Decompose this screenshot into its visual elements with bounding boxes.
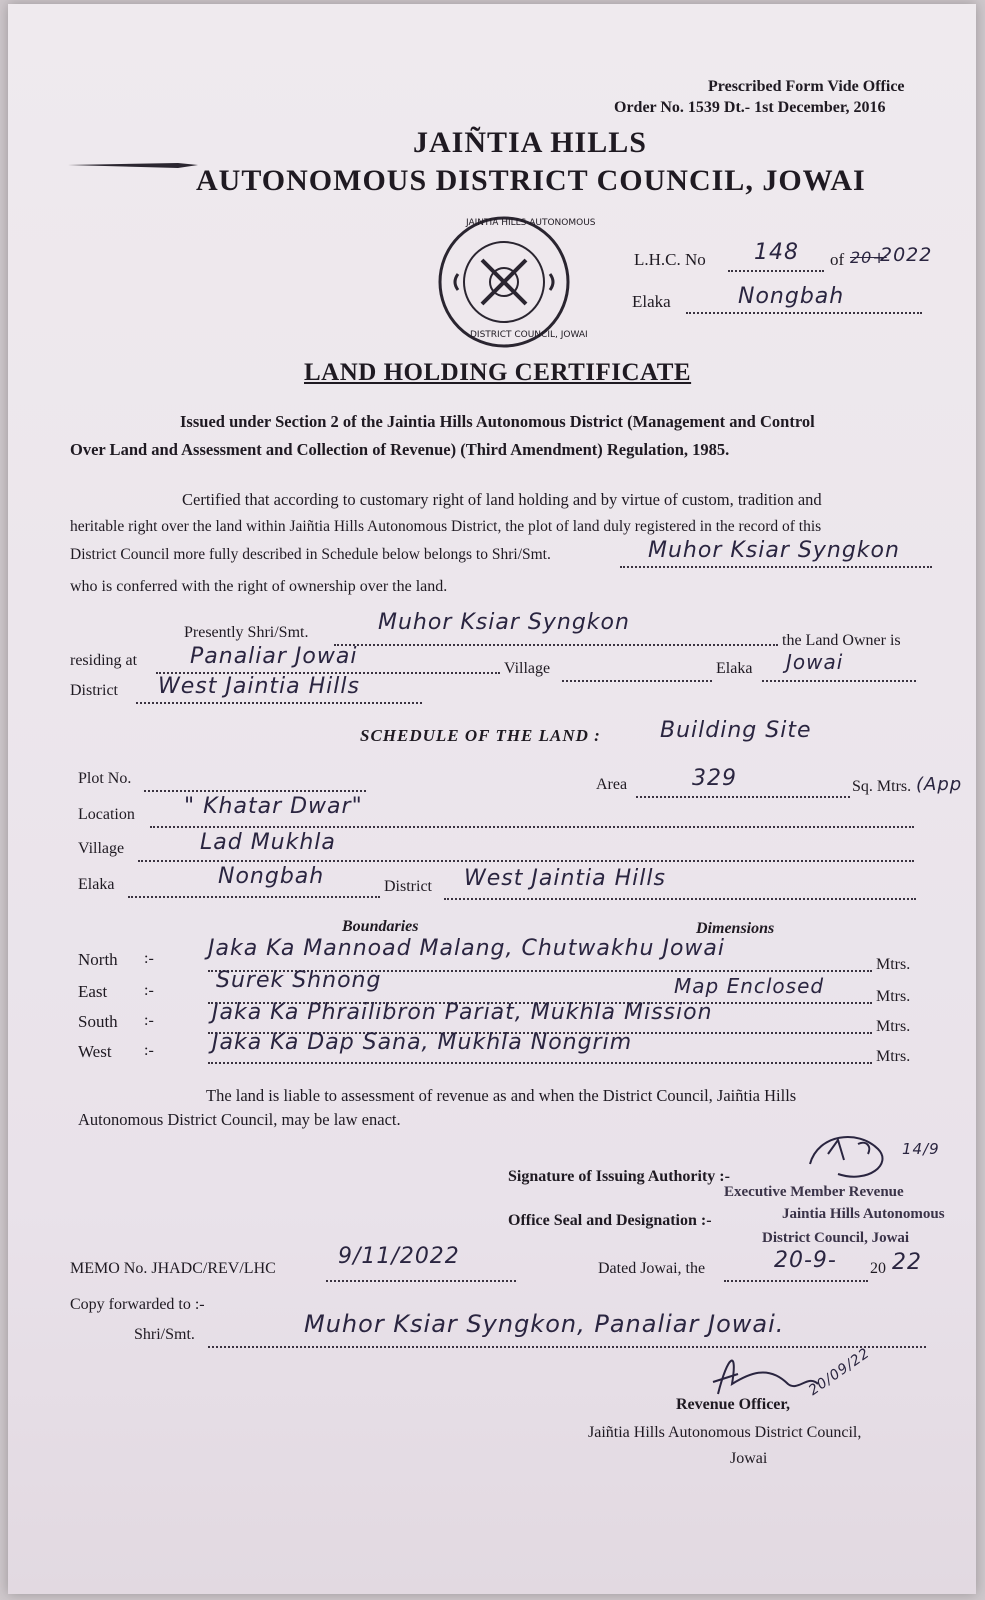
village-label-owner: Village	[504, 660, 551, 677]
seal-text-top: JAINTIA HILLS AUTONOMOUS	[466, 218, 596, 228]
org-title-line1: JAIÑTIA HILLS	[413, 126, 647, 159]
dimensions-heading: Dimensions	[696, 920, 775, 937]
prescribed-form-line: Prescribed Form Vide Office	[708, 78, 905, 95]
issued-line1: Issued under Section 2 of the Jaintia Hills Autonomous District (Management and Control	[180, 412, 815, 431]
district-label: District	[384, 878, 432, 895]
elaka-label-owner: Elaka	[716, 660, 753, 677]
org-title-line2: AUTONOMOUS DISTRICT COUNCIL, JOWAI	[196, 164, 866, 197]
presently-name-line	[334, 644, 778, 646]
boundary-unit: Mtrs.	[876, 1018, 911, 1035]
boundary-dir: South	[78, 1012, 118, 1031]
cert-line4: who is conferred with the right of ownership over the land.	[70, 578, 448, 595]
boundary-unit: Mtrs.	[876, 1048, 911, 1065]
lhc-struck-year: 20+	[850, 248, 887, 267]
plot-line	[144, 790, 366, 792]
boundary-sep: :-	[144, 1012, 154, 1029]
elaka-label: Elaka	[78, 876, 115, 893]
district-owner-line	[136, 702, 422, 704]
boundary-text: Jaka Ka Phrailibron Pariat, Mukhla Mission	[212, 1000, 713, 1025]
district-line	[444, 898, 916, 900]
boundary-dir: West	[78, 1042, 112, 1061]
elaka-value: Nongbah	[218, 864, 325, 889]
boundary-unit: Mtrs.	[876, 988, 911, 1005]
dated-value: 20-9-	[774, 1248, 837, 1273]
dated-year-suffix: 22	[892, 1250, 922, 1275]
presently-name: Muhor Ksiar Syngkon	[378, 610, 630, 635]
copy-to-label: Shri/Smt.	[134, 1326, 195, 1343]
schedule-type: Building Site	[660, 718, 812, 743]
village-value: Lad Mukhla	[200, 830, 336, 855]
boundaries-heading: Boundaries	[342, 918, 419, 935]
district-value: West Jaintia Hills	[464, 866, 666, 891]
revenue-officer-title: Revenue Officer,	[676, 1396, 791, 1413]
copy-forwarded-label: Copy forwarded to :-	[70, 1296, 205, 1313]
plot-label: Plot No.	[78, 770, 132, 787]
office-seal-label: Office Seal and Designation :-	[508, 1212, 712, 1229]
land-owner-label: the Land Owner is	[782, 632, 901, 649]
dated-year-prefix: 20	[870, 1260, 886, 1277]
location-label: Location	[78, 806, 135, 823]
seal-text-bottom: DISTRICT COUNCIL, JOWAI	[470, 330, 588, 340]
memo-label: MEMO No. JHADC/REV/LHC	[70, 1260, 276, 1277]
boundary-line	[208, 1062, 872, 1064]
boundary-sep: :-	[144, 1042, 154, 1059]
lhc-of-label: of	[830, 250, 845, 269]
lhc-number: 148	[754, 240, 799, 265]
presently-label: Presently Shri/Smt.	[184, 624, 309, 641]
lhc-number-line	[728, 270, 824, 272]
schedule-label: SCHEDULE OF THE LAND :	[360, 726, 601, 745]
village-label: Village	[78, 840, 125, 857]
area-value: 329	[692, 766, 737, 791]
lhc-elaka: Nongbah	[738, 284, 845, 309]
lhc-elaka-line	[686, 312, 922, 314]
issued-line2: Over Land and Assessment and Collection of Revenue) (Third Amendment) Regulation, 1985.	[70, 440, 730, 459]
lhc-elaka-label: Elaka	[632, 292, 671, 311]
copy-to-value: Muhor Ksiar Syngkon, Panaliar Jowai.	[304, 1310, 785, 1338]
revenue-officer-city: Jowai	[730, 1450, 768, 1467]
cert-line1: Certified that according to customary right of land holding and by virtue of custom, tradition and	[182, 490, 822, 509]
residing-label: residing at	[70, 652, 138, 669]
dated-line	[724, 1280, 868, 1282]
area-line	[636, 796, 850, 798]
liability-line2: Autonomous District Council, may be law enact.	[78, 1110, 401, 1129]
stamp-line2: Jaintia Hills Autonomous	[782, 1206, 945, 1222]
boundary-text: Jaka Ka Mannoad Malang, Chutwakhu Jowai	[208, 936, 726, 961]
issuing-authority-label: Signature of Issuing Authority :-	[508, 1168, 730, 1185]
revenue-officer-sig-date: 20/09/22	[805, 1345, 874, 1399]
liability-line1: The land is liable to assessment of revenue as and when the District Council, Jaiñtia Hills	[206, 1086, 797, 1105]
revenue-officer-signature-icon	[708, 1344, 828, 1404]
boundary-sep: :-	[144, 982, 154, 999]
memo-number-line	[326, 1280, 516, 1282]
residing-value: Panaliar Jowai	[190, 644, 358, 669]
stamp-line3: District Council, Jowai	[762, 1230, 910, 1246]
boundary-unit: Mtrs.	[876, 956, 911, 973]
stamp-line1: Executive Member Revenue	[724, 1184, 904, 1200]
boundary-text: Surek Shnong	[216, 968, 382, 993]
pen-mark-icon	[68, 158, 198, 172]
district-label-owner: District	[70, 682, 118, 699]
lhc-label: L.H.C. No	[634, 250, 706, 269]
boundary-dir: North	[78, 950, 118, 969]
lhc-year: 2022	[880, 244, 933, 266]
boundary-dim: Map Enclosed	[674, 974, 825, 998]
village-line	[138, 860, 914, 862]
village-owner-line	[562, 680, 712, 682]
certificate-title: LAND HOLDING CERTIFICATE	[304, 359, 692, 386]
location-line	[150, 826, 914, 828]
memo-number: 9/11/2022	[338, 1244, 460, 1269]
elaka-owner-line	[762, 680, 916, 682]
cert-line3: District Council more fully described in Schedule below belongs to Shri/Smt.	[70, 546, 551, 563]
certificate-sheet	[8, 4, 976, 1594]
owner-name-line	[620, 566, 932, 568]
boundary-dir: East	[78, 982, 108, 1001]
area-unit: Sq. Mtrs.	[852, 778, 912, 795]
area-label: Area	[596, 776, 628, 793]
revenue-officer-org: Jaiñtia Hills Autonomous District Council,	[588, 1424, 862, 1441]
elaka-line	[128, 896, 380, 898]
dated-label: Dated Jowai, the	[598, 1260, 706, 1277]
order-number-line: Order No. 1539 Dt.- 1st December, 2016	[614, 99, 886, 116]
cert-owner-name: Muhor Ksiar Syngkon	[648, 538, 900, 563]
boundary-text: Jaka Ka Dap Sana, Mukhla Nongrim	[212, 1030, 633, 1055]
district-owner-value: West Jaintia Hills	[158, 674, 360, 699]
issuing-initial-date: 14/9	[902, 1140, 940, 1158]
area-note: (App	[916, 774, 963, 795]
cert-line2: heritable right over the land within Jaiñtia Hills Autonomous District, the plot of land duly registered in the record of this	[70, 518, 822, 535]
elaka-owner-value: Jowai	[786, 650, 844, 674]
location-value: " Khatar Dwar"	[184, 794, 363, 819]
boundary-sep: :-	[144, 950, 154, 967]
